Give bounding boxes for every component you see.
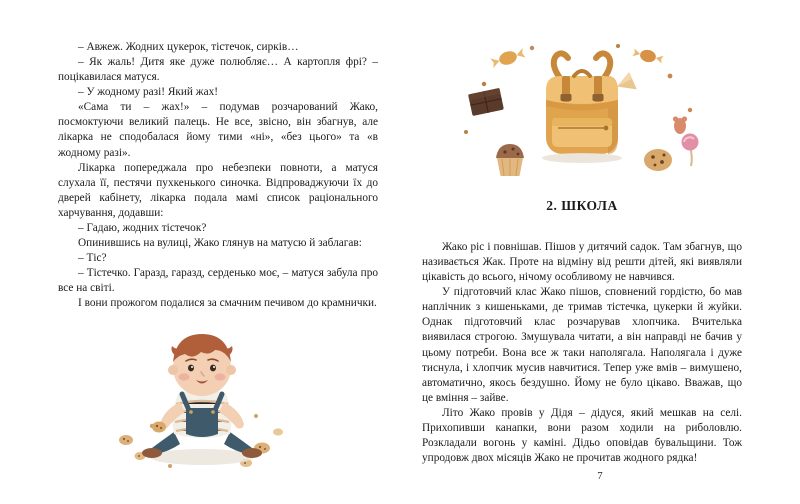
paragraph: Опинившись на вулиці, Жако глянув на матусю й заблагав:	[78, 237, 362, 250]
paragraph: – Як жаль! Дитя яке дуже полюбляє… А картопля фрі? – поцікавилася матуся.	[58, 56, 378, 84]
paragraph: У підготовчий клас Жако пішов, сповнений гордістю, бо мав наплічник з кишеньками, де тримав тістечка, цукерки й жуйки. Однак підготовчий клас розчарував хлопчика. Вчителька виявилася строгою. Змушувала читати, а він направді не бачив у цьому потреби. Вона все ж таки наполягала. Наполягала і дуже тиснула, і хлопчик мусив навчитися. Тепер уже вмів – вимушено, автоматично, якось бездушно. Йому не було цікаво. Вважав, що це вміння – зайве.	[422, 286, 742, 404]
paragraph: Жако ріс і повнішав. Пішов у дитячий садок. Там збагнув, що називається Жак. Проте на відміну від решти дітей, які виявляли цікавість до всього, нічому особливому не навчився.	[422, 241, 742, 284]
page-number: 7	[597, 471, 603, 482]
paragraph: Лікарка попереджала про небезпеки повноти, а матуся слухала її, пестячи пухкенького синочка. Відпроваджуючи їх до дверей кабінету, лікарка подала мамі список раціонального харчування, додавши:	[58, 161, 378, 219]
paragraph: – Тіс?	[78, 252, 107, 265]
paragraph: – Авжеж. Жодних цукерок, тістечок, сирків…	[78, 41, 299, 53]
paragraph: І вони прожогом подалися за смачним печивом до крамнички.	[78, 297, 377, 310]
paragraph: «Сама ти – жах!» – подумав розчарований Жако, посмоктуючи великий палець. Не все, звісно, він збагнув, але лікарка не сподобалася йому тими «ні», «без цього» та «в жодному разі».	[58, 101, 378, 159]
right-page-text	[422, 240, 742, 466]
right-page	[400, 0, 800, 504]
paragraph: – У жодному разі! Який жах!	[78, 86, 219, 99]
chapter-title: 2. ШКОЛА	[546, 198, 618, 213]
paragraph: – Тістечко. Гаразд, гаразд, серденько моє, – матуся забула про все на світі.	[58, 267, 378, 295]
paragraph: Літо Жако провів у Дідя – дідуся, який мешкав на селі. Прихопивши канапки, вони разом ходили на риболовлю. Розкладали вогонь у каміні. Дідьо оповідав бувальщини. Тож упродовж двох місяців Жако не прочитав жодного рядка!	[422, 406, 742, 465]
paragraph: – Гадаю, жодних тістечок?	[78, 221, 207, 234]
backpack-and-sweets-illustration	[422, 40, 742, 190]
boy-sitting-illustration	[112, 320, 292, 475]
